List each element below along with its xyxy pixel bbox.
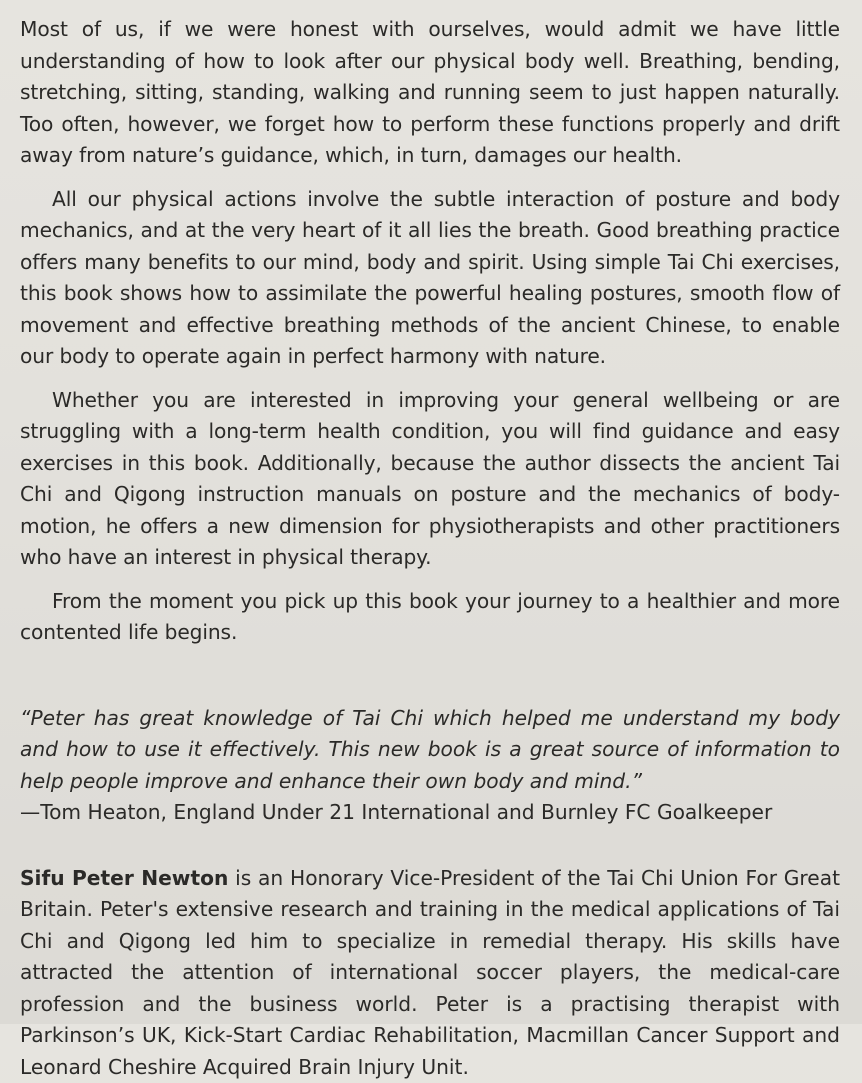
author-bio <box>20 863 840 1083</box>
endorsement-attribution: —Tom Heaton, England Under 21 International and Burnley FC Goalkeeper <box>20 797 840 829</box>
blurb-paragraph-3: Whether you are interested in improving your general wellbeing or are struggling with a long-term health condition, you will find guidance and easy exercises in this book. Additionally, because the author dissects the ancient Tai Chi and Qigong instruction manuals on posture and the mechanics of body-motion, he offers a new dimension for physiotherapists and other practitioners who have an interest in physical therapy. <box>20 385 840 574</box>
author-name: Sifu Peter Newton <box>20 866 228 890</box>
author-bio-text: is an Honorary Vice-President of the Tai Chi Union For Great Britain. Peter's extensive research and training in the medical applications of Tai Chi and Qigong led him to specialize in remedial therapy. His skills have attracted the attention of international soccer players, the medical-care profession and the business world. Peter is a practising therapist with Parkinson’s UK, Kick-Start Cardiac Rehabilitation, Macmillan Cancer Support and Leonard Cheshire Acquired Brain Injury Unit. <box>20 866 840 1079</box>
endorsement <box>20 703 840 829</box>
endorsement-quote: “Peter has great knowledge of Tai Chi which helped me understand my body and how to use it effectively. This new book is a great source of information to help people improve and enhance their own body and mind.” <box>20 703 840 798</box>
author-bio-paragraph <box>20 863 840 1083</box>
blurb-paragraph-1: Most of us, if we were honest with ourselves, would admit we have little understanding of how to look after our physical body well. Breathing, bending, stretching, sitting, standing, walking and running seem to just happen naturally. Too often, however, we forget how to perform these functions properly and drift away from nature’s guidance, which, in turn, damages our health. <box>20 14 840 172</box>
book-blurb <box>20 14 840 649</box>
blurb-paragraph-2: All our physical actions involve the subtle interaction of posture and body mechanics, and at the very heart of it all lies the breath. Good breathing practice offers many benefits to our mind, body and spirit. Using simple Tai Chi exercises, this book shows how to assimilate the powerful healing postures, smooth flow of movement and effective breathing methods of the ancient Chinese, to enable our body to operate again in perfect harmony with nature. <box>20 184 840 373</box>
blurb-paragraph-4: From the moment you pick up this book your journey to a healthier and more contented life begins. <box>20 586 840 649</box>
